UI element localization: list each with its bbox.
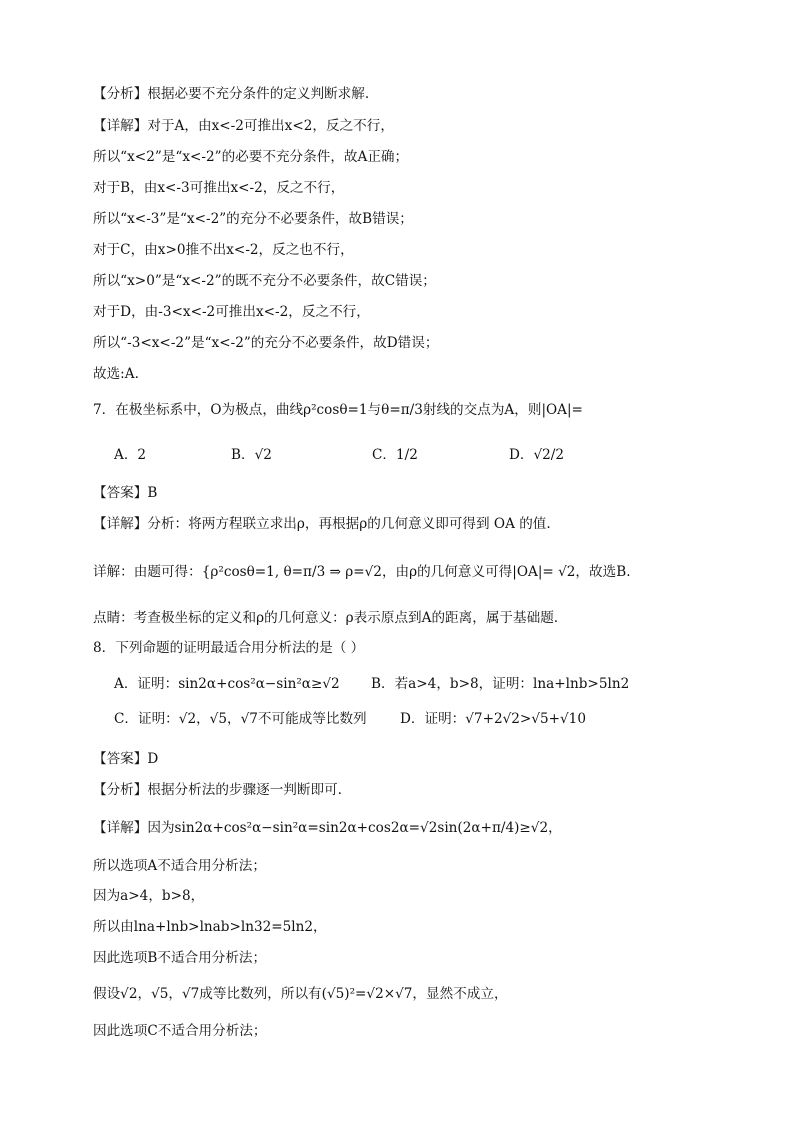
- q7-option-b: B．√2: [231, 447, 272, 463]
- q8-analysis: 【分析】根据分析法的步骤逐一判断即可.: [93, 782, 343, 798]
- q8-detail-line-3: 因为a>4，b>8，: [93, 888, 205, 904]
- q8-option-a: A．证明：sin2α+cos²α−sin²α≥√2: [114, 676, 340, 692]
- q8-option-b: B．若a>4，b>8，证明：lna+lnb>5ln2: [371, 676, 630, 692]
- q6-analysis: [93, 84, 369, 104]
- q7-comment: 点睛：考查极坐标的定义和ρ的几何意义：ρ表示原点到A的距离，属于基础题.: [93, 610, 559, 626]
- q7-option-a: A．2: [114, 447, 147, 463]
- q8-detail-line-5: 因此选项B不适合用分析法；: [93, 950, 267, 966]
- q8-stem: 8．下列命题的证明最适合用分析法的是（ ）: [93, 640, 365, 656]
- q8-option-c: C．证明：√2，√5，√7不可能成等比数列: [114, 711, 367, 727]
- q7-detail-line-1: 【详解】分析：将两方程联立求出ρ，再根据ρ的几何意义即可得到 OA 的值.: [93, 516, 551, 532]
- q8-option-d: D．证明：√7+2√2>√5+√10: [400, 711, 586, 727]
- q8-detail-line-4: 所以由lna+lnb>lnab>ln32=5ln2，: [93, 919, 327, 935]
- q6-detail-line-5: 对于C，由x>0推不出x<-2，反之也不行，: [93, 242, 354, 258]
- q7-option-d: D．√2/2: [509, 447, 565, 463]
- q7-answer: 【答案】B: [93, 485, 158, 501]
- q6-conclusion: 故选:A.: [93, 366, 139, 382]
- q7-stem: 7．在极坐标系中，O为极点，曲线ρ²cosθ=1与θ=π/3射线的交点为A，则|OA|=: [93, 402, 583, 418]
- q6-detail-line-1: 【详解】对于A，由x<-2可推出x<2，反之不行，: [93, 118, 394, 134]
- q6-detail-line-4: 所以“x<-3”是“x<-2”的充分不必要条件，故B错误；: [93, 211, 413, 227]
- q6-detail-line-8: 所以“-3<x<-2”是“x<-2”的充分不必要条件，故D错误；: [93, 335, 439, 351]
- detail-tag: 【详解】: [93, 118, 148, 134]
- q7-option-c: C．1/2: [372, 447, 418, 463]
- q8-detail-line-2: 所以选项A不适合用分析法；: [93, 858, 266, 874]
- q8-detail-line-6: 假设√2，√5，√7成等比数列，所以有(√5)²=√2×√7，显然不成立，: [93, 986, 508, 1002]
- analysis-tag: 【分析】: [93, 86, 148, 102]
- q6-detail-line-6: 所以“x>0”是“x<-2”的既不充分不必要条件，故C错误；: [93, 273, 436, 289]
- q6-detail-line-7: 对于D，由-3<x<-2可推出x<-2，反之不行，: [93, 304, 370, 320]
- q8-detail-line-1: 【详解】因为sin2α+cos²α−sin²α=sin2α+cos2α=√2sin(2α+π/4)≥√2，: [93, 820, 562, 836]
- q6-detail-line-2: 所以“x<2”是“x<-2”的必要不充分条件，故A正确；: [93, 149, 409, 165]
- analysis-text: 根据必要不充分条件的定义判断求解.: [147, 86, 370, 102]
- q8-detail-line-7: 因此选项C不适合用分析法；: [93, 1023, 267, 1039]
- q6-detail-line-3: 对于B，由x<-3可推出x<-2，反之不行，: [93, 180, 345, 196]
- q8-answer: 【答案】D: [93, 751, 159, 767]
- q7-detail-line-2: 详解：由题可得：{ρ²cosθ=1, θ=π/3 ⇒ ρ=√2，由ρ的几何意义可得|OA|= √2，故选B.: [93, 564, 631, 580]
